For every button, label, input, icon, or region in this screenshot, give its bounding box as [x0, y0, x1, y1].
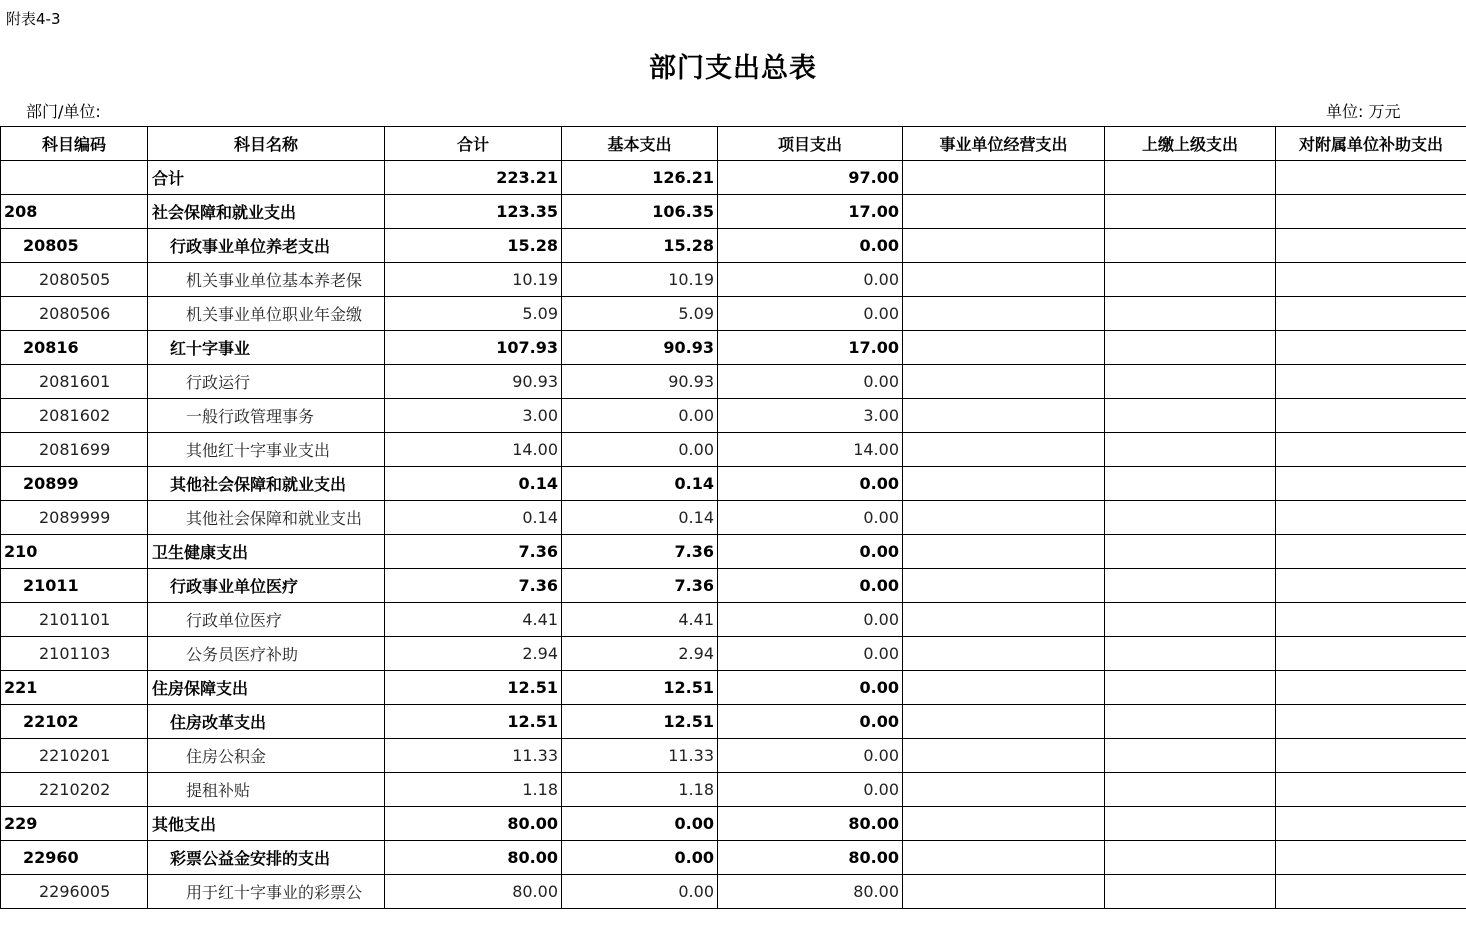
table-row — [1, 637, 1466, 671]
cell-business — [903, 365, 1105, 399]
cell-remit — [1105, 297, 1276, 331]
table-row — [1, 705, 1466, 739]
table-row — [1, 195, 1466, 229]
table-row — [1, 739, 1466, 773]
cell-code: 221 — [1, 671, 148, 705]
cell-project: 0.00 — [718, 535, 903, 569]
dept-label: 部门/单位: — [26, 102, 101, 121]
cell-project: 80.00 — [718, 807, 903, 841]
table-header-row — [1, 127, 1466, 161]
cell-remit — [1105, 195, 1276, 229]
cell-remit — [1105, 569, 1276, 603]
cell-total: 12.51 — [385, 671, 562, 705]
cell-name: 红十字事业 — [148, 331, 385, 365]
table-row — [1, 841, 1466, 875]
table-row — [1, 399, 1466, 433]
cell-name: 行政单位医疗 — [148, 603, 385, 637]
cell-project: 0.00 — [718, 603, 903, 637]
cell-business — [903, 331, 1105, 365]
col-header-remit: 上缴上级支出 — [1105, 127, 1276, 161]
cell-basic: 0.14 — [562, 467, 718, 501]
cell-remit — [1105, 671, 1276, 705]
cell-project: 0.00 — [718, 365, 903, 399]
cell-total: 90.93 — [385, 365, 562, 399]
cell-name: 其他支出 — [148, 807, 385, 841]
cell-remit — [1105, 467, 1276, 501]
cell-subsidy — [1276, 705, 1466, 739]
cell-subsidy — [1276, 875, 1466, 909]
cell-total: 1.18 — [385, 773, 562, 807]
cell-basic: 11.33 — [562, 739, 718, 773]
cell-total: 80.00 — [385, 875, 562, 909]
cell-total: 12.51 — [385, 705, 562, 739]
cell-project: 3.00 — [718, 399, 903, 433]
cell-basic: 7.36 — [562, 569, 718, 603]
cell-code — [1, 161, 148, 195]
cell-business — [903, 705, 1105, 739]
col-header-basic: 基本支出 — [562, 127, 718, 161]
cell-total: 7.36 — [385, 535, 562, 569]
cell-remit — [1105, 229, 1276, 263]
cell-name: 机关事业单位基本养老保 — [148, 263, 385, 297]
cell-name: 住房公积金 — [148, 739, 385, 773]
cell-code: 2210201 — [1, 739, 148, 773]
cell-basic: 0.00 — [562, 875, 718, 909]
cell-subsidy — [1276, 365, 1466, 399]
cell-code: 229 — [1, 807, 148, 841]
cell-name: 提租补贴 — [148, 773, 385, 807]
cell-subsidy — [1276, 535, 1466, 569]
cell-project: 0.00 — [718, 501, 903, 535]
cell-total: 80.00 — [385, 807, 562, 841]
cell-total: 15.28 — [385, 229, 562, 263]
cell-business — [903, 161, 1105, 195]
table-row — [1, 501, 1466, 535]
table-row — [1, 467, 1466, 501]
cell-name: 用于红十字事业的彩票公 — [148, 875, 385, 909]
cell-project: 17.00 — [718, 331, 903, 365]
cell-basic: 5.09 — [562, 297, 718, 331]
cell-total: 0.14 — [385, 467, 562, 501]
cell-code: 2081699 — [1, 433, 148, 467]
cell-subsidy — [1276, 399, 1466, 433]
cell-remit — [1105, 365, 1276, 399]
cell-code: 2081601 — [1, 365, 148, 399]
cell-remit — [1105, 637, 1276, 671]
cell-basic: 0.00 — [562, 433, 718, 467]
cell-subsidy — [1276, 161, 1466, 195]
cell-code: 2296005 — [1, 875, 148, 909]
cell-code: 20805 — [1, 229, 148, 263]
cell-total: 223.21 — [385, 161, 562, 195]
cell-basic: 0.00 — [562, 399, 718, 433]
table-body — [1, 161, 1466, 909]
cell-subsidy — [1276, 195, 1466, 229]
cell-total: 14.00 — [385, 433, 562, 467]
cell-basic: 1.18 — [562, 773, 718, 807]
cell-total: 107.93 — [385, 331, 562, 365]
cell-project: 0.00 — [718, 467, 903, 501]
cell-project: 0.00 — [718, 739, 903, 773]
cell-basic: 12.51 — [562, 671, 718, 705]
cell-remit — [1105, 807, 1276, 841]
cell-basic: 10.19 — [562, 263, 718, 297]
cell-total: 5.09 — [385, 297, 562, 331]
cell-basic: 0.14 — [562, 501, 718, 535]
cell-project: 80.00 — [718, 841, 903, 875]
cell-code: 2080505 — [1, 263, 148, 297]
cell-name: 公务员医疗补助 — [148, 637, 385, 671]
cell-name: 卫生健康支出 — [148, 535, 385, 569]
cell-name: 行政事业单位养老支出 — [148, 229, 385, 263]
table-row — [1, 297, 1466, 331]
cell-project: 97.00 — [718, 161, 903, 195]
cell-project: 0.00 — [718, 705, 903, 739]
cell-project: 0.00 — [718, 637, 903, 671]
cell-business — [903, 501, 1105, 535]
cell-remit — [1105, 263, 1276, 297]
cell-business — [903, 807, 1105, 841]
col-header-code: 科目编码 — [1, 127, 148, 161]
cell-code: 2210202 — [1, 773, 148, 807]
cell-business — [903, 603, 1105, 637]
cell-code: 22102 — [1, 705, 148, 739]
table-row — [1, 875, 1466, 909]
cell-basic: 15.28 — [562, 229, 718, 263]
cell-remit — [1105, 161, 1276, 195]
cell-code: 210 — [1, 535, 148, 569]
cell-remit — [1105, 773, 1276, 807]
table-row — [1, 161, 1466, 195]
col-header-subsidy: 对附属单位补助支出 — [1276, 127, 1466, 161]
cell-subsidy — [1276, 297, 1466, 331]
cell-basic: 0.00 — [562, 807, 718, 841]
cell-total: 11.33 — [385, 739, 562, 773]
cell-subsidy — [1276, 603, 1466, 637]
cell-name: 其他社会保障和就业支出 — [148, 501, 385, 535]
table-row — [1, 569, 1466, 603]
cell-project: 0.00 — [718, 773, 903, 807]
cell-code: 2089999 — [1, 501, 148, 535]
cell-subsidy — [1276, 637, 1466, 671]
cell-code: 20899 — [1, 467, 148, 501]
table-row — [1, 365, 1466, 399]
cell-remit — [1105, 501, 1276, 535]
cell-business — [903, 569, 1105, 603]
page-title: 部门支出总表 — [649, 53, 817, 84]
cell-remit — [1105, 331, 1276, 365]
table-row — [1, 331, 1466, 365]
cell-business — [903, 739, 1105, 773]
cell-project: 17.00 — [718, 195, 903, 229]
col-header-name: 科目名称 — [148, 127, 385, 161]
cell-code: 20816 — [1, 331, 148, 365]
cell-subsidy — [1276, 773, 1466, 807]
cell-name: 一般行政管理事务 — [148, 399, 385, 433]
cell-code: 2101101 — [1, 603, 148, 637]
cell-name: 社会保障和就业支出 — [148, 195, 385, 229]
cell-code: 2081602 — [1, 399, 148, 433]
cell-remit — [1105, 875, 1276, 909]
cell-total: 10.19 — [385, 263, 562, 297]
cell-name: 其他社会保障和就业支出 — [148, 467, 385, 501]
cell-business — [903, 535, 1105, 569]
cell-subsidy — [1276, 467, 1466, 501]
cell-business — [903, 671, 1105, 705]
cell-subsidy — [1276, 433, 1466, 467]
cell-project: 0.00 — [718, 229, 903, 263]
expenditure-table — [0, 126, 1466, 909]
cell-business — [903, 195, 1105, 229]
cell-project: 14.00 — [718, 433, 903, 467]
cell-subsidy — [1276, 671, 1466, 705]
table-row — [1, 263, 1466, 297]
annex-label: 附表4-3 — [6, 10, 61, 28]
cell-project: 0.00 — [718, 671, 903, 705]
cell-project: 0.00 — [718, 297, 903, 331]
cell-project: 80.00 — [718, 875, 903, 909]
cell-remit — [1105, 603, 1276, 637]
cell-project: 0.00 — [718, 263, 903, 297]
cell-project: 0.00 — [718, 569, 903, 603]
cell-name: 行政运行 — [148, 365, 385, 399]
cell-name: 其他红十字事业支出 — [148, 433, 385, 467]
cell-remit — [1105, 535, 1276, 569]
cell-basic: 12.51 — [562, 705, 718, 739]
cell-business — [903, 875, 1105, 909]
cell-subsidy — [1276, 229, 1466, 263]
cell-total: 3.00 — [385, 399, 562, 433]
cell-total: 80.00 — [385, 841, 562, 875]
cell-total: 7.36 — [385, 569, 562, 603]
table-row — [1, 229, 1466, 263]
cell-remit — [1105, 841, 1276, 875]
unit-label: 单位: 万元 — [1326, 102, 1401, 121]
cell-basic: 2.94 — [562, 637, 718, 671]
cell-business — [903, 263, 1105, 297]
cell-remit — [1105, 433, 1276, 467]
cell-code: 21011 — [1, 569, 148, 603]
cell-basic: 7.36 — [562, 535, 718, 569]
col-header-total: 合计 — [385, 127, 562, 161]
cell-basic: 126.21 — [562, 161, 718, 195]
cell-remit — [1105, 739, 1276, 773]
cell-subsidy — [1276, 331, 1466, 365]
cell-name: 合计 — [148, 161, 385, 195]
cell-name: 彩票公益金安排的支出 — [148, 841, 385, 875]
table-row — [1, 433, 1466, 467]
table-row — [1, 671, 1466, 705]
cell-subsidy — [1276, 841, 1466, 875]
col-header-business: 事业单位经营支出 — [903, 127, 1105, 161]
cell-total: 0.14 — [385, 501, 562, 535]
cell-business — [903, 433, 1105, 467]
col-header-project: 项目支出 — [718, 127, 903, 161]
cell-total: 123.35 — [385, 195, 562, 229]
cell-total: 4.41 — [385, 603, 562, 637]
cell-business — [903, 637, 1105, 671]
cell-code: 22960 — [1, 841, 148, 875]
cell-name: 住房改革支出 — [148, 705, 385, 739]
cell-basic: 4.41 — [562, 603, 718, 637]
cell-remit — [1105, 705, 1276, 739]
cell-name: 行政事业单位医疗 — [148, 569, 385, 603]
cell-subsidy — [1276, 739, 1466, 773]
cell-business — [903, 399, 1105, 433]
cell-business — [903, 229, 1105, 263]
cell-subsidy — [1276, 263, 1466, 297]
cell-code: 208 — [1, 195, 148, 229]
cell-name: 住房保障支出 — [148, 671, 385, 705]
cell-subsidy — [1276, 569, 1466, 603]
table-row — [1, 807, 1466, 841]
cell-subsidy — [1276, 807, 1466, 841]
cell-business — [903, 467, 1105, 501]
cell-name: 机关事业单位职业年金缴 — [148, 297, 385, 331]
table-row — [1, 535, 1466, 569]
cell-basic: 106.35 — [562, 195, 718, 229]
cell-total: 2.94 — [385, 637, 562, 671]
cell-code: 2101103 — [1, 637, 148, 671]
cell-business — [903, 297, 1105, 331]
cell-business — [903, 773, 1105, 807]
cell-basic: 90.93 — [562, 365, 718, 399]
cell-subsidy — [1276, 501, 1466, 535]
cell-code: 2080506 — [1, 297, 148, 331]
cell-remit — [1105, 399, 1276, 433]
cell-business — [903, 841, 1105, 875]
table-row — [1, 603, 1466, 637]
cell-basic: 90.93 — [562, 331, 718, 365]
table-row — [1, 773, 1466, 807]
cell-basic: 0.00 — [562, 841, 718, 875]
